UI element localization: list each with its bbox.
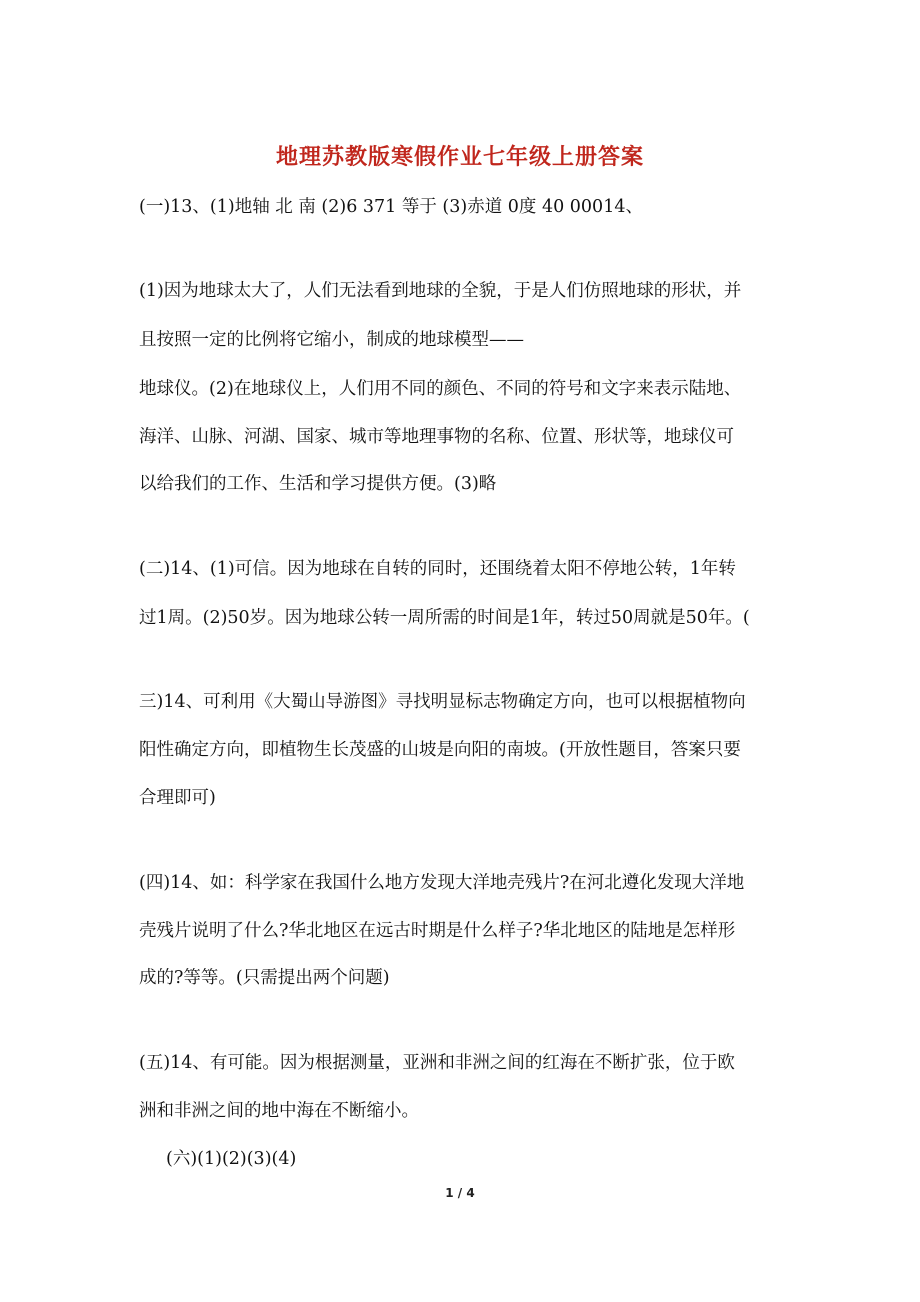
- answer-paragraph-line: 地球仪。(2)在地球仪上，人们用不同的颜色、不同的符号和文字来表示陆地、: [139, 379, 742, 399]
- answer-section-5-line-1: (五)14、有可能。因为根据测量，亚洲和非洲之间的红海在不断扩张，位于欧: [139, 1053, 735, 1073]
- answer-section-1-line-1: (一)13、(1)地轴 北 南 (2)6 371 等于 (3)赤道 0度 40 00014、: [139, 197, 643, 217]
- answer-paragraph-line: 以给我们的工作、生活和学习提供方便。(3)略: [139, 474, 497, 494]
- answer-section-2-line-1: (二)14、(1)可信。因为地球在自转的同时，还围绕着太阳不停地公转，1年转: [139, 559, 736, 579]
- answer-section-5-line-2: 洲和非洲之间的地中海在不断缩小。: [139, 1101, 419, 1121]
- answer-section-3-line-1: 三)14、可利用《大蜀山导游图》寻找明显标志物确定方向，也可以根据植物向: [139, 692, 746, 712]
- answer-section-3-line-3: 合理即可): [139, 788, 216, 808]
- page-number: 1 / 4: [445, 1186, 475, 1200]
- answer-section-4-line-3: 成的?等等。(只需提出两个问题): [139, 968, 390, 988]
- answer-section-4-line-1: (四)14、如：科学家在我国什么地方发现大洋地壳残片?在河北遵化发现大洋地: [139, 873, 745, 893]
- answer-section-2-line-2: 过1周。(2)50岁。因为地球公转一周所需的时间是1年，转过50周就是50年。(: [139, 608, 750, 628]
- answer-section-3-line-2: 阳性确定方向，即植物生长茂盛的山坡是向阳的南坡。(开放性题目，答案只要: [139, 740, 741, 760]
- document-title: 地理苏教版寒假作业七年级上册答案: [275, 144, 644, 170]
- answer-paragraph-line: (1)因为地球太大了，人们无法看到地球的全貌，于是人们仿照地球的形状，并: [139, 281, 742, 301]
- answer-paragraph-line: 且按照一定的比例将它缩小，制成的地球模型——: [139, 330, 524, 350]
- answer-paragraph-line: 海洋、山脉、河湖、国家、城市等地理事物的名称、位置、形状等，地球仪可: [139, 427, 734, 447]
- answer-section-6-line-1: (六)(1)(2)(3)(4): [166, 1149, 297, 1169]
- answer-section-4-line-2: 壳残片说明了什么?华北地区在远古时期是什么样子?华北地区的陆地是怎样形: [139, 921, 736, 941]
